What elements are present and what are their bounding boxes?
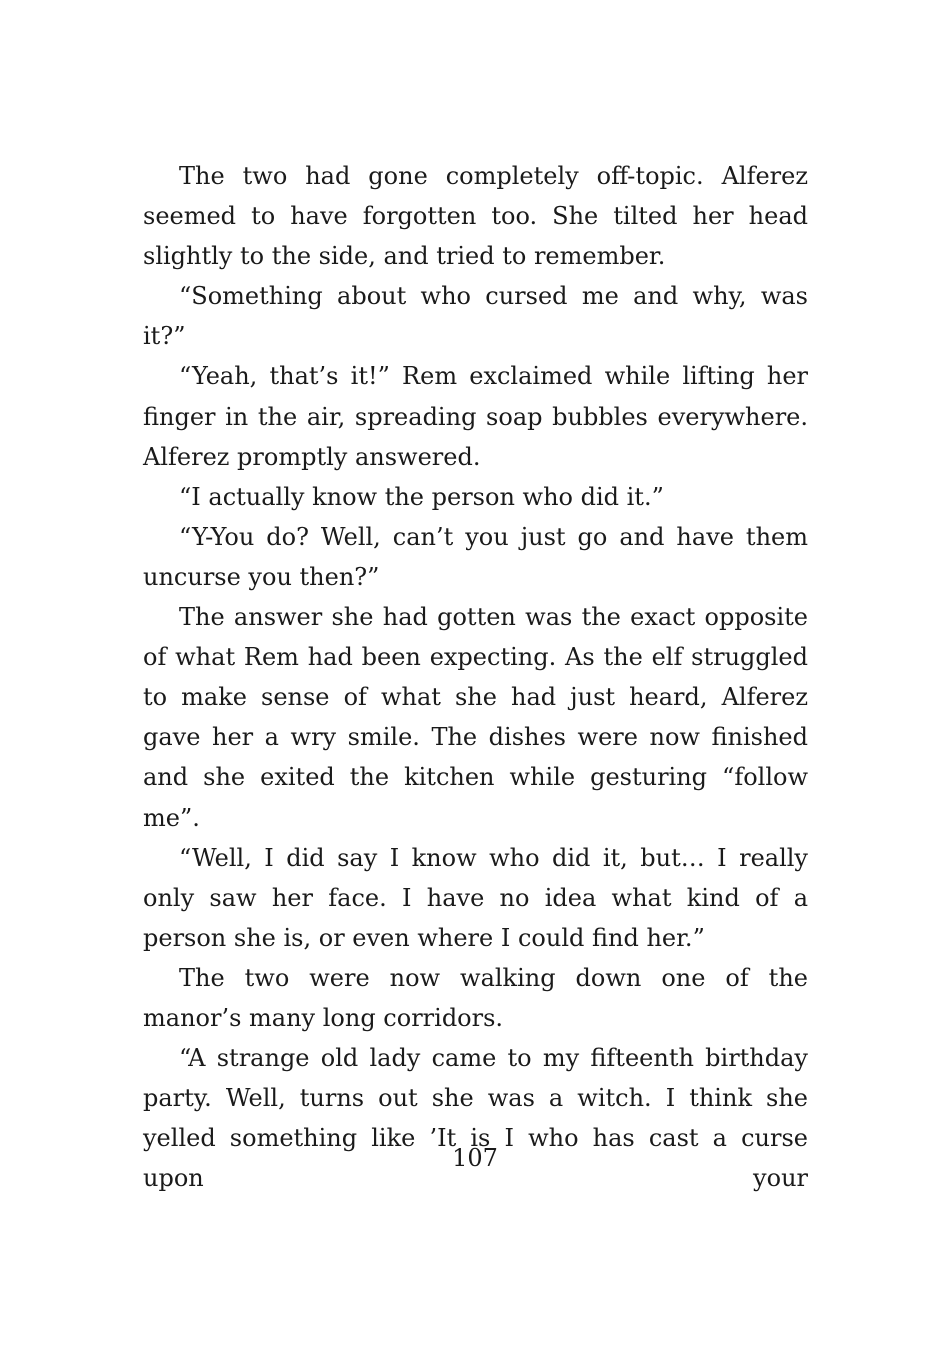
paragraph: The answer she had gotten was the exact opposite of what Rem had been expecting. As the elf struggled to make sense of what she had just heard, Alferez gave her a wry smile. The dishes were now finished and she exited the kitchen while gesturing “follow me”. — [143, 603, 808, 832]
paragraph: “Yeah, that’s it!” Rem exclaimed while lifting her finger in the air, spreading soap bubbles everywhere. Alferez promptly answered. — [143, 362, 808, 471]
page-number: 107 — [452, 1144, 498, 1172]
page-body-text — [143, 156, 808, 1198]
paragraph: “Y-You do? Well, can’t you just go and have them uncurse you then?” — [143, 522, 808, 591]
paragraph: The two were now walking down one of the manor’s many long corridors. — [143, 963, 808, 1032]
paragraph: The two had gone completely off-topic. Alferez seemed to have forgotten too. She tilted her head slightly to the side, and tried to remember. — [143, 162, 808, 271]
paragraph: “A strange old lady came to my fifteenth birthday party. Well, turns out she was a witch. I think she yelled something like ’It is I who has cast a curse upon your — [143, 1044, 808, 1193]
paragraph: “I actually know the person who did it.” — [179, 482, 664, 511]
paragraph: “Something about who cursed me and why, was it?” — [143, 282, 808, 351]
paragraph: “Well, I did say I know who did it, but… I really only saw her face. I have no idea what kind of a person she is, or even where I could find her.” — [143, 843, 808, 952]
